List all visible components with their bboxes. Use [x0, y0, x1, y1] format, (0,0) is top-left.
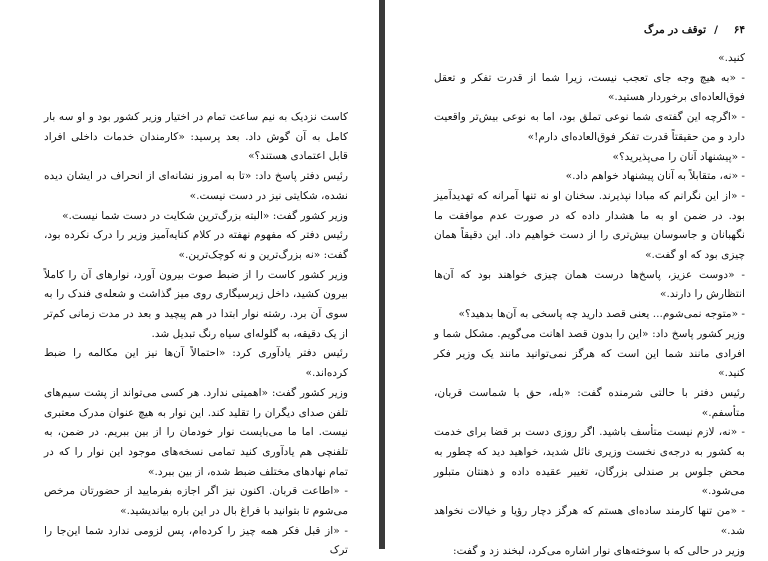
paragraph: رئیس دفتر یادآوری کرد: «احتمالاً آن‌ها نیز این مکالمه را ضبط کرده‌اند.»	[44, 347, 348, 380]
left-page-body	[44, 108, 348, 561]
book-spine	[379, 0, 385, 549]
paragraph: - «اطاعت قربان. اکنون نیز اگر اجازه بفرمایید از حضورتان مرخص می‌شوم تا بتوانید با فراغ بال در این باره بیاندیشید.»	[44, 485, 348, 518]
paragraph: کنید.»	[718, 52, 745, 64]
paragraph: - «من تنها کارمند ساده‌ای هستم که هرگز دچار رؤیا و خیالات نخواهد شد.»	[434, 505, 745, 537]
right-page-body	[434, 49, 745, 561]
paragraph: - «به هیچ وجه جای تعجب نیست، زیرا شما از قدرت تفکر و تعقل فوق‌العاده‌ای برخوردار هستید.»	[434, 71, 745, 104]
paragraph: - «از قبل فکر همه چیز را کرده‌ام، پس لزومی ندارد شما این‌جا را ترک	[44, 524, 348, 557]
paragraph: - «اگرچه این گفته‌ی شما نوعی تملق بود، اما به نوعی بیش‌تر واقعیت دارد و من حقیقتاً قدرت تفکر فوق‌العاده‌ای دارم!»	[434, 111, 745, 143]
paragraph: - «از این نگرانم که مبادا نپذیرند. سخنان او نه تنها آمرانه که تهدیدآمیز بود. در ضمن او به ما هشدار داده که در صورت عدم موافقت ما نگهبانان و جاسوسان بیش‌تری را از دست خواهیم داد. این دقیقاً همان چیزی بود که او گفت.»	[434, 189, 745, 262]
header-separator: /	[714, 24, 718, 36]
running-title: توقف در مرگ	[643, 24, 706, 36]
paragraph: وزیر کشور گفت: «البته بزرگ‌ترین شکایت در دست شما نیست.»	[62, 209, 348, 222]
paragraph: - «نه، متقابلاً به آنان پیشنهاد خواهم داد.»	[565, 170, 745, 183]
paragraph: - «متوجه نمی‌شوم... یعنی قصد دارید چه پاسخی به آن‌ها بدهید؟»	[458, 308, 745, 321]
paragraph: وزیر کشور پاسخ داد: «این را بدون قصد اهانت می‌گویم. مشکل شما و افرادی مانند شما این است که هرگز نمی‌توانید مانند یک وزیر فکر کنید.»	[434, 327, 745, 380]
right-page	[391, 0, 768, 557]
paragraph: رئیس دفتر با حالتی شرمنده گفت: «بله، حق با شماست قربان، متأسفم.»	[434, 386, 745, 419]
paragraph: رئیس دفتر پاسخ داد: «تا به امروز نشانه‌ای از انحراف در ایشان دیده نشده، شکایتی نیز در دست نیست.»	[44, 170, 348, 202]
left-page	[0, 0, 372, 557]
paragraph: رئیس دفتر که مفهوم نهفته در کلام کنایه‌آمیز وزیر را درک نکرده بود، گفت: «نه بزرگ‌ترین و نه کوچک‌ترین.»	[44, 229, 348, 261]
paragraph: وزیر کشور گفت: «اهمیتی ندارد. هر کسی می‌تواند از پشت سیم‌های تلفن صدای دیگران را تقلید کند. این نوار به هیچ عنوان مدرک معتبری نیست. اما ما می‌بایست نوار خودمان را از بین ببریم. در ضمن، به تلفنچی هم یادآوری کنید تمامی نسخه‌های موجود این نوار را که در تمام نهادهای مختلف ضبط شده، از بین ببرد.»	[44, 386, 348, 478]
paragraph: - «دوست عزیز، پاسخ‌ها درست همان چیزی خواهند بود که آن‌ها انتظارش را دارند.»	[434, 268, 745, 301]
paragraph: - «پیشنهاد آنان را می‌پذیرید؟»	[612, 150, 745, 163]
page-number: ۶۴	[733, 24, 745, 36]
paragraph: - «نه، لازم نیست متأسف باشید. اگر روزی دست بر قضا برای خدمت به کشور به درجه‌ی نخست وزیری نائل شدید، خواهید دید که چطور به محض جلوس بر صندلی بزرگان، تغییر عقیده داده و ذهنتان متبلور می‌شود.»	[434, 426, 745, 498]
paragraph: وزیر در حالی که با سوخته‌های نوار اشاره می‌کرد، لبخند زد و گفت:	[453, 544, 745, 557]
paragraph: وزیر کشور کاست را از ضبط صوت بیرون آورد، نوارهای آن را کاملاً بیرون کشید، داخل زیرسیگاری روی میز گذاشت و شعله‌ی فندک را به سوی آن برد. رشته نوار ابتدا در هم پیچید و بعد در مدت زمانی کم‌تر از یک دقیقه، به گلوله‌ای سیاه رنگ تبدیل شد.	[44, 268, 348, 340]
paragraph: کاست نزدیک به نیم ساعت تمام در اختیار وزیر کشور بود و او سه بار کامل به آن گوش داد. بعد پرسید: «کارمندان خدمات داخلی افراد قابل اعتمادی هستند؟»	[44, 111, 348, 163]
running-header	[391, 24, 768, 40]
